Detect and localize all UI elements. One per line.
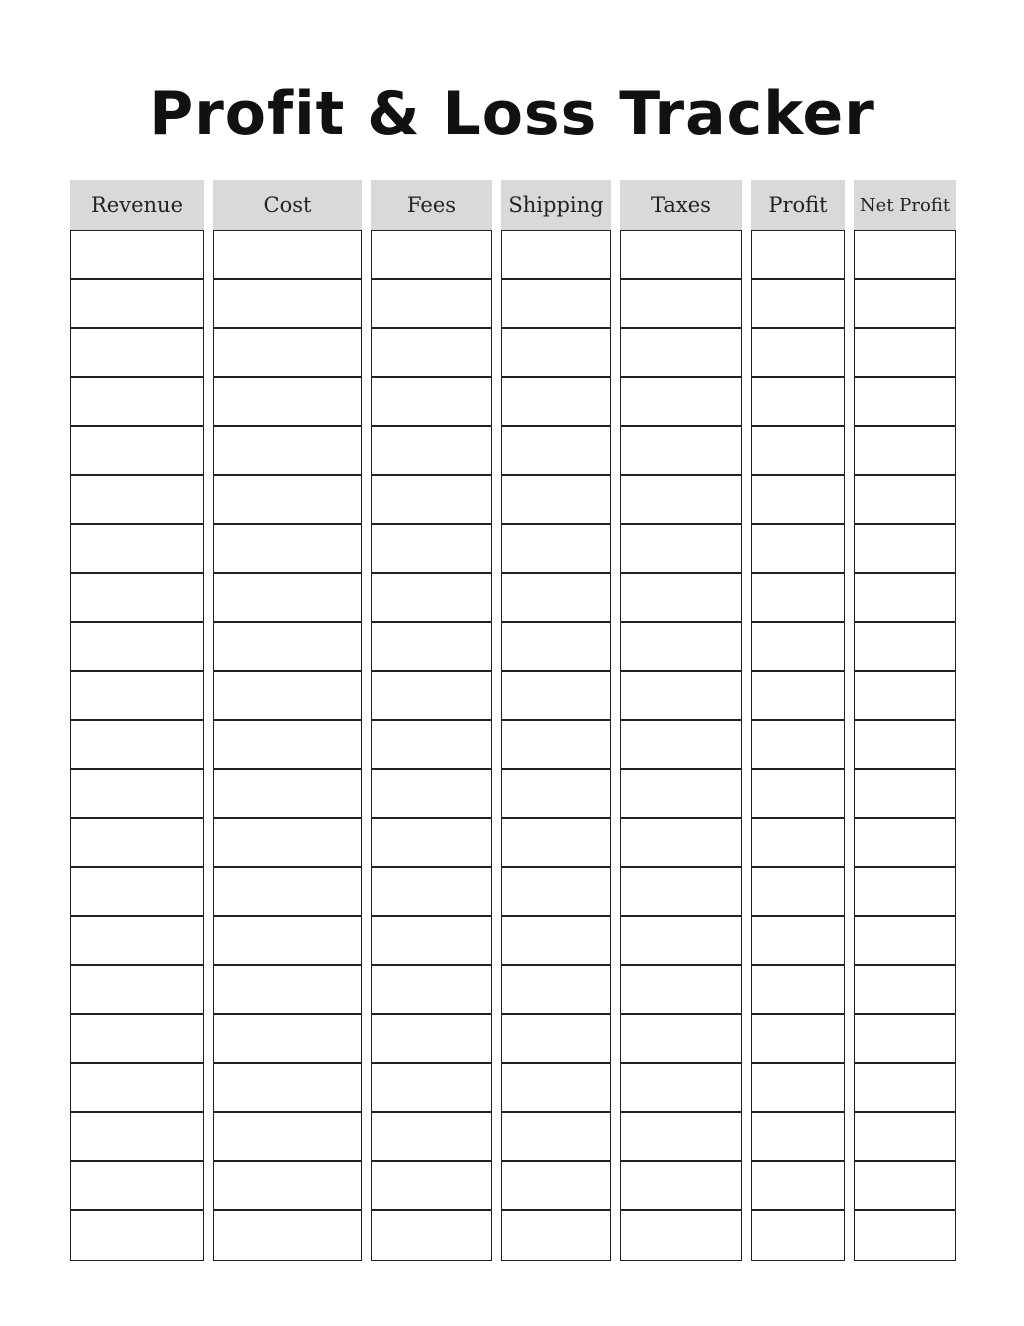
entry-cell[interactable]	[372, 770, 491, 819]
entry-cell[interactable]	[372, 231, 491, 280]
entry-cell[interactable]	[502, 623, 610, 672]
entry-cell[interactable]	[502, 819, 610, 868]
entry-cell[interactable]	[502, 378, 610, 427]
column-taxes	[620, 180, 742, 1261]
column-shipping	[501, 180, 611, 1261]
entry-cell[interactable]	[71, 623, 203, 672]
entry-cell[interactable]	[502, 280, 610, 329]
entry-cell[interactable]	[855, 819, 955, 868]
entry-cell[interactable]	[502, 1162, 610, 1211]
entry-cell[interactable]	[372, 1162, 491, 1211]
entry-cell[interactable]	[214, 280, 361, 329]
entry-cell[interactable]	[502, 427, 610, 476]
entry-cell[interactable]	[71, 476, 203, 525]
entry-cell[interactable]	[752, 476, 844, 525]
entry-cell[interactable]	[855, 427, 955, 476]
entry-cell[interactable]	[621, 1113, 741, 1162]
entry-cell[interactable]	[71, 525, 203, 574]
entry-cell[interactable]	[214, 1064, 361, 1113]
column-cells	[70, 230, 204, 1261]
entry-cell[interactable]	[372, 721, 491, 770]
entry-cell[interactable]	[621, 329, 741, 378]
entry-cell[interactable]	[372, 574, 491, 623]
entry-cell[interactable]	[71, 819, 203, 868]
entry-cell[interactable]	[502, 721, 610, 770]
entry-cell[interactable]	[214, 966, 361, 1015]
entry-cell[interactable]	[855, 1211, 955, 1260]
entry-cell[interactable]	[214, 623, 361, 672]
entry-cell[interactable]	[752, 1211, 844, 1260]
entry-cell[interactable]	[855, 1162, 955, 1211]
entry-cell[interactable]	[372, 672, 491, 721]
column-header-cost: Cost	[213, 180, 362, 230]
entry-cell[interactable]	[502, 966, 610, 1015]
entry-cell[interactable]	[372, 819, 491, 868]
entry-cell[interactable]	[855, 1015, 955, 1064]
entry-cell[interactable]	[752, 525, 844, 574]
entry-cell[interactable]	[621, 770, 741, 819]
column-cost	[213, 180, 362, 1261]
entry-cell[interactable]	[372, 427, 491, 476]
entry-cell[interactable]	[214, 721, 361, 770]
entry-cell[interactable]	[752, 1113, 844, 1162]
entry-cell[interactable]	[214, 672, 361, 721]
entry-cell[interactable]	[71, 280, 203, 329]
entry-cell[interactable]	[855, 1113, 955, 1162]
entry-cell[interactable]	[752, 672, 844, 721]
entry-cell[interactable]	[372, 378, 491, 427]
column-net-profit	[854, 180, 956, 1261]
entry-cell[interactable]	[372, 1211, 491, 1260]
entry-cell[interactable]	[214, 1162, 361, 1211]
column-profit	[751, 180, 845, 1261]
entry-cell[interactable]	[855, 672, 955, 721]
entry-cell[interactable]	[621, 721, 741, 770]
entry-cell[interactable]	[372, 868, 491, 917]
entry-cell[interactable]	[621, 525, 741, 574]
entry-cell[interactable]	[752, 378, 844, 427]
entry-cell[interactable]	[621, 280, 741, 329]
page-title: Profit & Loss Tracker	[149, 79, 875, 149]
entry-cell[interactable]	[71, 672, 203, 721]
entry-cell[interactable]	[502, 917, 610, 966]
entry-cell[interactable]	[372, 1064, 491, 1113]
entry-cell[interactable]	[621, 378, 741, 427]
entry-cell[interactable]	[372, 623, 491, 672]
entry-cell[interactable]	[752, 770, 844, 819]
entry-cell[interactable]	[855, 280, 955, 329]
entry-cell[interactable]	[855, 770, 955, 819]
entry-cell[interactable]	[621, 1162, 741, 1211]
column-header-profit: Profit	[751, 180, 845, 230]
entry-cell[interactable]	[502, 574, 610, 623]
entry-cell[interactable]	[621, 917, 741, 966]
entry-cell[interactable]	[855, 574, 955, 623]
entry-cell[interactable]	[372, 476, 491, 525]
entry-cell[interactable]	[214, 770, 361, 819]
entry-cell[interactable]	[855, 917, 955, 966]
entry-cell[interactable]	[502, 1015, 610, 1064]
column-cells	[213, 230, 362, 1261]
entry-cell[interactable]	[372, 280, 491, 329]
entry-cell[interactable]	[71, 917, 203, 966]
column-cells	[751, 230, 845, 1261]
entry-cell[interactable]	[621, 1211, 741, 1260]
entry-cell[interactable]	[855, 1064, 955, 1113]
entry-cell[interactable]	[855, 966, 955, 1015]
entry-cell[interactable]	[752, 868, 844, 917]
entry-cell[interactable]	[214, 378, 361, 427]
entry-cell[interactable]	[752, 1015, 844, 1064]
entry-cell[interactable]	[621, 427, 741, 476]
entry-cell[interactable]	[71, 966, 203, 1015]
entry-cell[interactable]	[621, 1015, 741, 1064]
entry-cell[interactable]	[214, 231, 361, 280]
entry-cell[interactable]	[855, 868, 955, 917]
entry-cell[interactable]	[372, 525, 491, 574]
entry-cell[interactable]	[621, 1064, 741, 1113]
entry-cell[interactable]	[372, 329, 491, 378]
entry-cell[interactable]	[502, 476, 610, 525]
entry-cell[interactable]	[621, 231, 741, 280]
column-header-fees: Fees	[371, 180, 492, 230]
entry-cell[interactable]	[214, 819, 361, 868]
entry-cell[interactable]	[71, 231, 203, 280]
entry-cell[interactable]	[855, 525, 955, 574]
entry-cell[interactable]	[214, 525, 361, 574]
entry-cell[interactable]	[621, 623, 741, 672]
entry-cell[interactable]	[621, 819, 741, 868]
entry-cell[interactable]	[71, 1211, 203, 1260]
entry-cell[interactable]	[502, 770, 610, 819]
entry-cell[interactable]	[71, 574, 203, 623]
column-revenue	[70, 180, 204, 1261]
column-fees	[371, 180, 492, 1261]
entry-cell[interactable]	[372, 1113, 491, 1162]
entry-cell[interactable]	[502, 672, 610, 721]
entry-cell[interactable]	[502, 1064, 610, 1113]
entry-cell[interactable]	[71, 1162, 203, 1211]
entry-cell[interactable]	[71, 329, 203, 378]
entry-cell[interactable]	[214, 1015, 361, 1064]
entry-cell[interactable]	[752, 721, 844, 770]
entry-cell[interactable]	[71, 427, 203, 476]
entry-cell[interactable]	[214, 574, 361, 623]
entry-cell[interactable]	[752, 917, 844, 966]
entry-cell[interactable]	[71, 378, 203, 427]
entry-cell[interactable]	[621, 966, 741, 1015]
entry-cell[interactable]	[372, 917, 491, 966]
entry-cell[interactable]	[621, 672, 741, 721]
entry-cell[interactable]	[855, 721, 955, 770]
entry-cell[interactable]	[71, 1113, 203, 1162]
entry-cell[interactable]	[502, 1113, 610, 1162]
entry-cell[interactable]	[71, 770, 203, 819]
entry-cell[interactable]	[502, 329, 610, 378]
entry-cell[interactable]	[214, 917, 361, 966]
column-cells	[854, 230, 956, 1261]
entry-cell[interactable]	[214, 1211, 361, 1260]
entry-cell[interactable]	[214, 329, 361, 378]
entry-cell[interactable]	[621, 476, 741, 525]
entry-cell[interactable]	[502, 525, 610, 574]
entry-cell[interactable]	[752, 329, 844, 378]
entry-cell[interactable]	[214, 1113, 361, 1162]
column-header-shipping: Shipping	[501, 180, 611, 230]
entry-cell[interactable]	[855, 623, 955, 672]
entry-cell[interactable]	[855, 329, 955, 378]
entry-cell[interactable]	[502, 1211, 610, 1260]
entry-cell[interactable]	[71, 721, 203, 770]
entry-cell[interactable]	[71, 868, 203, 917]
entry-cell[interactable]	[855, 231, 955, 280]
column-cells	[620, 230, 742, 1261]
entry-cell[interactable]	[71, 1064, 203, 1113]
column-cells	[371, 230, 492, 1261]
entry-cell[interactable]	[502, 868, 610, 917]
entry-cell[interactable]	[214, 868, 361, 917]
entry-cell[interactable]	[621, 868, 741, 917]
entry-cell[interactable]	[752, 280, 844, 329]
entry-cell[interactable]	[372, 966, 491, 1015]
column-header-revenue: Revenue	[70, 180, 204, 230]
entry-cell[interactable]	[752, 1064, 844, 1113]
entry-cell[interactable]	[621, 574, 741, 623]
column-header-taxes: Taxes	[620, 180, 742, 230]
entry-cell[interactable]	[752, 966, 844, 1015]
entry-cell[interactable]	[214, 476, 361, 525]
entry-cell[interactable]	[855, 378, 955, 427]
entry-cell[interactable]	[214, 427, 361, 476]
entry-cell[interactable]	[372, 1015, 491, 1064]
entry-cell[interactable]	[71, 1015, 203, 1064]
entry-cell[interactable]	[752, 1162, 844, 1211]
entry-cell[interactable]	[855, 476, 955, 525]
column-cells	[501, 230, 611, 1261]
entry-cell[interactable]	[502, 231, 610, 280]
entry-cell[interactable]	[752, 231, 844, 280]
entry-cell[interactable]	[752, 574, 844, 623]
entry-cell[interactable]	[752, 819, 844, 868]
entry-cell[interactable]	[752, 427, 844, 476]
entry-cell[interactable]	[752, 623, 844, 672]
column-header-net-profit: Net Profit	[854, 180, 956, 230]
